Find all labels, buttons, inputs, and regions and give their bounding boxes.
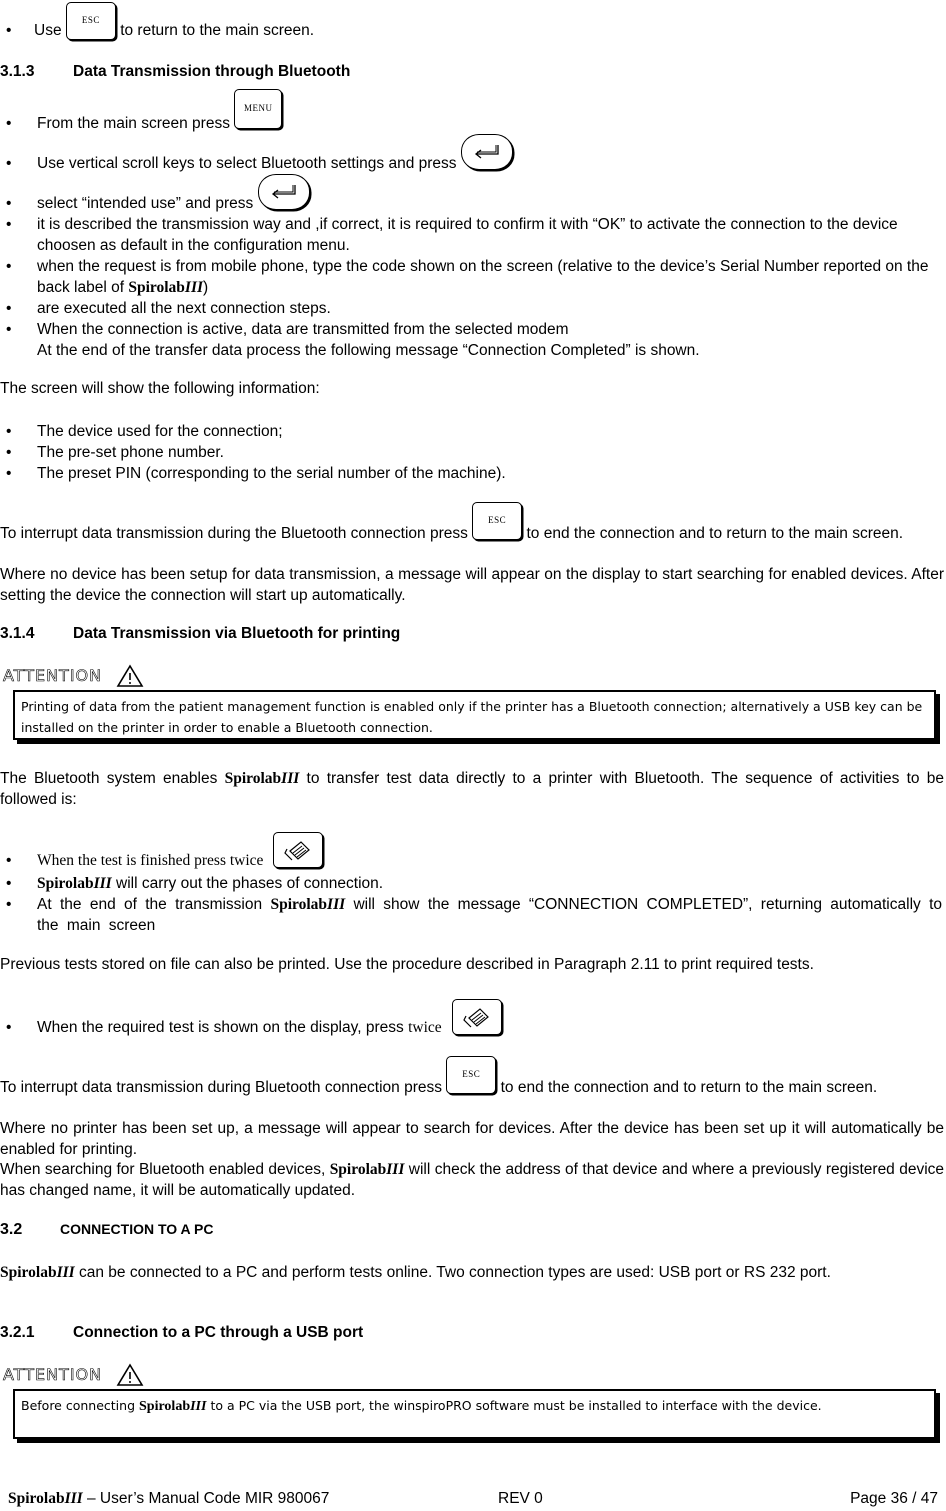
warning-icon [116, 664, 144, 688]
enter-key-icon [461, 134, 513, 170]
section-heading-3-1-4: 3.1.4 Data Transmission via Bluetooth for printing [0, 625, 401, 642]
paragraph: Where no printer has been set up, a message will appear to search for devices. After the device has been set up it will automatically be enabled for printing. [0, 1120, 944, 1158]
bullet: • [6, 22, 12, 39]
section-heading-3-1-3: 3.1.3 Data Transmission through Bluetooth [0, 63, 351, 80]
attention-box: Printing of data from the patient management function is enabled only if the printer has a Bluetooth connection; alternatively a USB key can be installed on the printer in order to enable a Bluetooth connection. [13, 690, 936, 740]
paragraph: When searching for Bluetooth enabled devices, SpirolabIII will check the address of that device and where a previously registered device has changed name, it will be automatically updated. [0, 1161, 945, 1199]
bullet-text: Use [34, 22, 62, 39]
paragraph: Previous tests stored on file can also be printed. Use the procedure described in Paragraph 2.11 to print required tests. [0, 956, 814, 973]
section-heading-3-2: 3.2 CONNECTION TO A PC [0, 1221, 214, 1238]
paragraph: The screen will show the following information: [0, 380, 320, 397]
attention-label: ATTENTION [3, 1363, 144, 1387]
esc-key-icon: ESC [446, 1056, 496, 1094]
section-heading-3-2-1: 3.2.1 Connection to a PC through a USB port [0, 1324, 364, 1341]
paragraph: Where no device has been setup for data transmission, a message will appear on the display to start searching for enabled devices. After setting the device the connection will start up automatically. [0, 566, 944, 604]
print-key-icon [452, 999, 502, 1035]
bullet-text: to return to the main screen. [120, 22, 315, 39]
esc-key-icon: ESC [472, 502, 522, 540]
page-number: Page 36 / 47 [850, 1490, 938, 1507]
print-key-icon [273, 832, 323, 868]
menu-key-icon: MENU [234, 89, 282, 129]
paragraph: SpirolabIII can be connected to a PC and perform tests online. Two connection types are used: USB port or RS 232 port. [0, 1264, 831, 1281]
enter-key-icon [258, 174, 310, 210]
attention-box: Before connecting SpirolabIII to a PC via the USB port, the winspiroPRO software must be installed to interface with the device. [13, 1389, 936, 1439]
paragraph: The Bluetooth system enables SpirolabIII to transfer test data directly to a printer with Bluetooth. The sequence of activities to be followed is: [0, 770, 944, 808]
paragraph: To interrupt data transmission during Bluetooth connection press ESC to end the connection and to return to the main screen. [0, 1078, 944, 1099]
revision: REV 0 [498, 1490, 543, 1507]
paragraph: To interrupt data transmission during the Bluetooth connection press ESC to end the connection and to return to the main screen. [0, 524, 944, 545]
warning-icon [116, 1363, 144, 1387]
attention-label: ATTENTION [3, 664, 144, 688]
esc-key-icon: ESC [66, 2, 116, 40]
